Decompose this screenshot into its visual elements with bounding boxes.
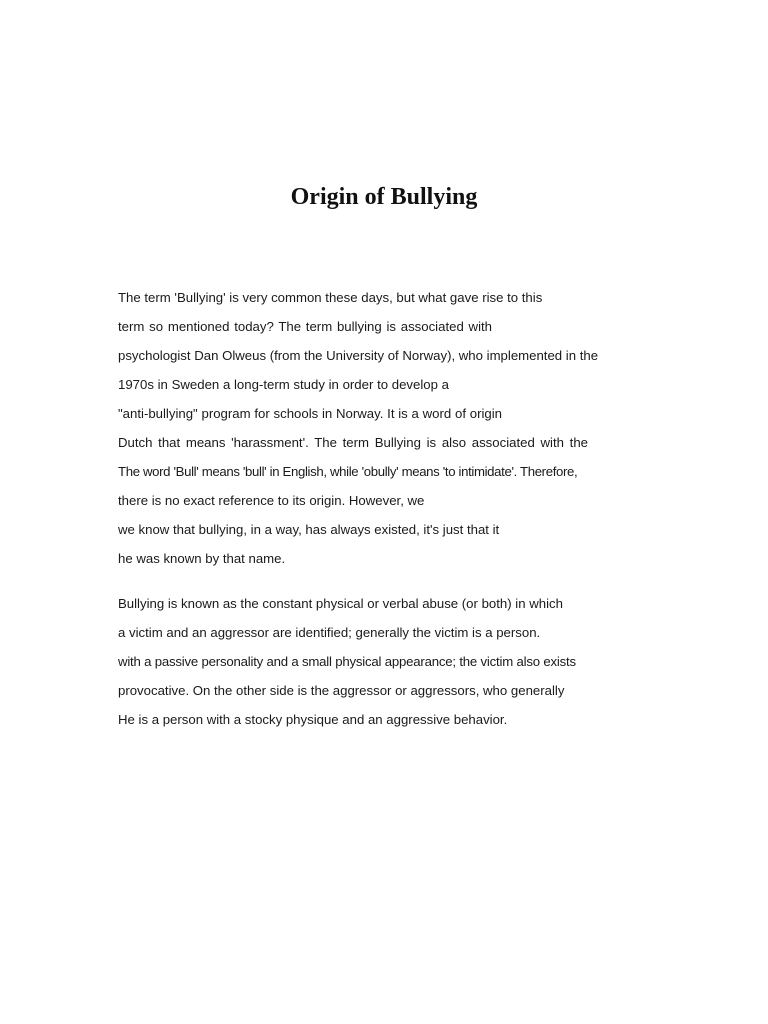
paragraph-line: we know that bullying, in a way, has always existed, it's just that it [118,522,500,537]
paragraph-definition [118,589,588,734]
paragraph-line: with a passive personality and a small physical appearance; the victim also exists [118,654,576,669]
document-title: Origin of Bullying [290,184,478,210]
paragraph-line: "anti-bullying" program for schools in Norway. It is a word of origin [118,406,502,421]
paragraph-line: provocative. On the other side is the aggressor or aggressors, who generally [118,683,565,698]
paragraph-line: Bullying is known as the constant physical or verbal abuse (or both) in which [118,596,563,611]
paragraph-line: there is no exact reference to its origin. However, we [118,493,425,508]
paragraph-line: Dutch that means 'harassment'. The term Bullying is also associated with the [118,435,588,450]
paragraph-line: 1970s in Sweden a long-term study in order to develop a [118,377,449,392]
paragraph-line: he was known by that name. [118,551,286,566]
paragraph-line: The word 'Bull' means 'bull' in English, while 'obully' means 'to intimidate'. Therefore, [118,464,578,479]
paragraph-line: psychologist Dan Olweus (from the University of Norway), who implemented in the [118,348,599,363]
paragraph-line: The term 'Bullying' is very common these days, but what gave rise to this [118,290,543,305]
paragraph-line: a victim and an aggressor are identified; generally the victim is a person. [118,625,541,640]
paragraph-line: He is a person with a stocky physique and an aggressive behavior. [118,712,508,727]
paragraph-line: term so mentioned today? The term bullying is associated with [118,319,492,334]
paragraph-origin [118,283,599,573]
